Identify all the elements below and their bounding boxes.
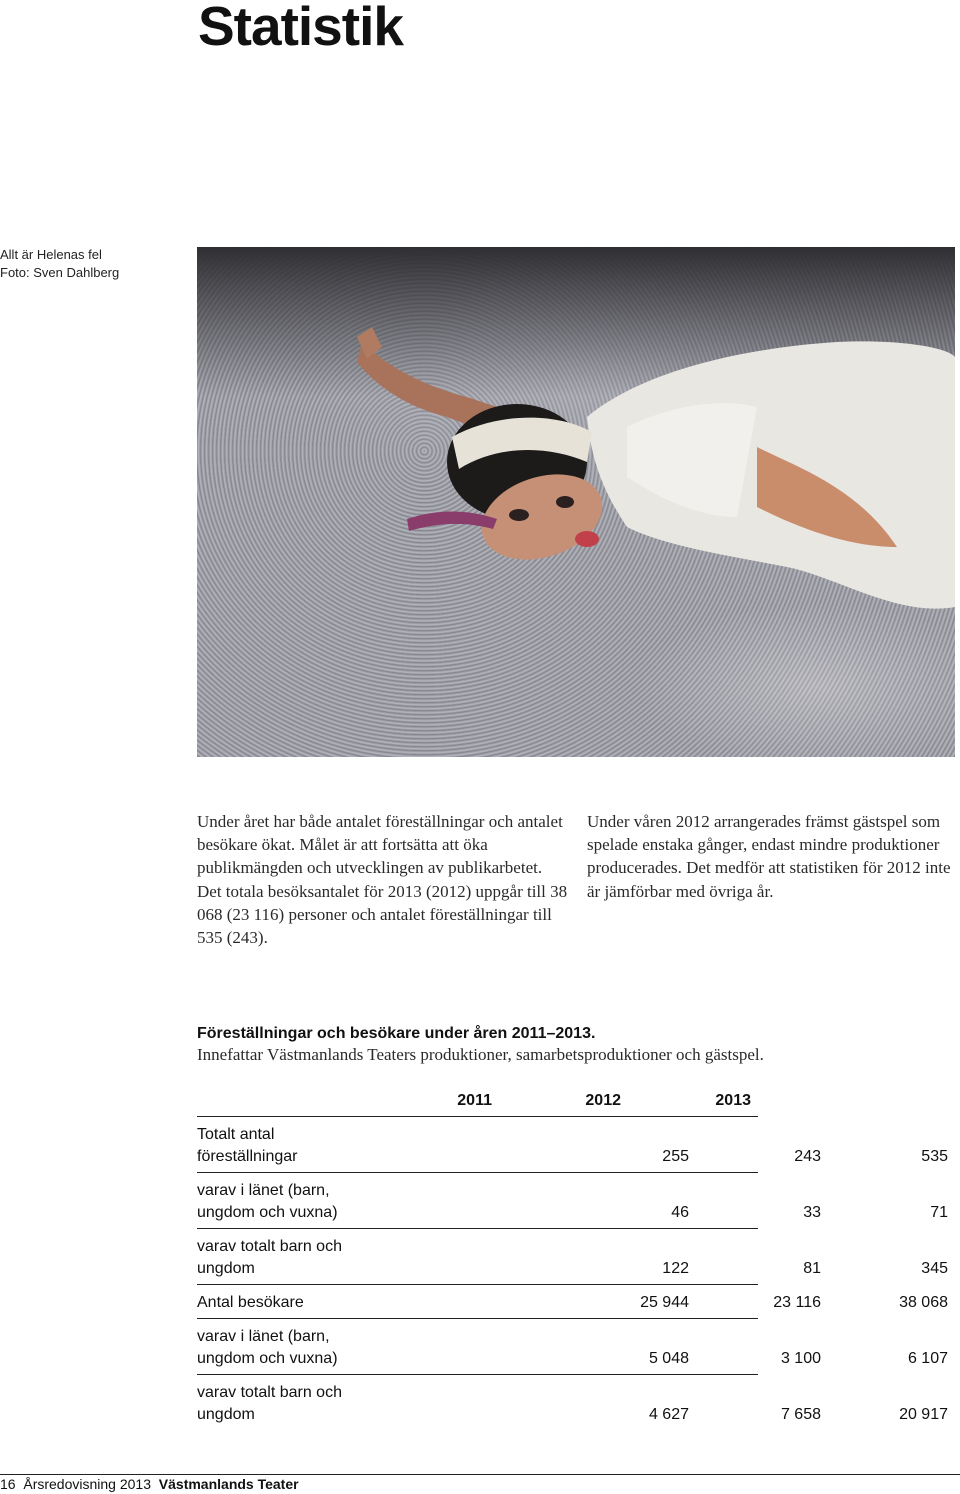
row-divider xyxy=(197,1374,758,1375)
value-2011: 25 944 xyxy=(640,1294,689,1311)
row-divider xyxy=(197,1228,758,1229)
value-2011: 46 xyxy=(671,1204,689,1221)
table-row xyxy=(197,1122,948,1168)
production-photo xyxy=(197,247,955,757)
value-2011: 122 xyxy=(662,1260,689,1277)
value-2013: 6 107 xyxy=(907,1350,948,1367)
value-2013: 20 917 xyxy=(899,1406,948,1423)
photo-caption xyxy=(0,246,119,282)
report-name: Årsredovisning 2013 xyxy=(23,1476,151,1492)
value-2013: 345 xyxy=(921,1260,948,1277)
table-row xyxy=(197,1290,948,1314)
value-2013: 535 xyxy=(921,1148,948,1165)
value-2012: 81 xyxy=(803,1260,821,1277)
row-label: Antal besökare xyxy=(197,1294,304,1311)
value-2012: 243 xyxy=(794,1148,821,1165)
page-footer xyxy=(0,1474,960,1492)
value-2011: 5 048 xyxy=(648,1350,689,1367)
value-2011: 4 627 xyxy=(648,1406,689,1423)
row-divider xyxy=(197,1284,758,1285)
row-label: varav totalt barn och ungdom xyxy=(197,1384,342,1423)
year-header-2011: 2011 xyxy=(457,1092,492,1109)
row-divider xyxy=(197,1318,758,1319)
row-divider xyxy=(197,1172,758,1173)
value-2011: 255 xyxy=(662,1148,689,1165)
table-row xyxy=(197,1324,948,1370)
note-paragraph: Under våren 2012 arrangerades främst gästspel som spelade enstaka gånger, endast mindre produktioner producerades. Det medför att statistiken för 2012 inte är jämförbar med övriga år. xyxy=(587,812,951,901)
row-label: varav i länet (barn, ungdom och vuxna) xyxy=(197,1328,338,1367)
caption-credit: Foto: Sven Dahlberg xyxy=(0,265,120,280)
performer-illustration xyxy=(197,247,955,757)
row-label: Totalt antal föreställningar xyxy=(197,1126,298,1165)
intro-paragraph: Under året har både antalet föreställningar och antalet besökare ökat. Målet är att fortsätta att öka publikmängden och utvecklingen av publikarbetet. Det totala besöksantalet för 2013 (2012) uppgår till 38 068 (23 116) personer och antalet föreställningar till 535 (243). xyxy=(197,812,568,948)
table-title: Föreställningar och besökare under åren 2011–2013. xyxy=(197,1025,596,1042)
value-2013: 38 068 xyxy=(899,1294,948,1311)
table-row xyxy=(197,1178,948,1224)
year-header-2012: 2012 xyxy=(585,1092,621,1109)
row-label: varav i länet (barn, ungdom och vuxna) xyxy=(197,1182,338,1221)
table-heading xyxy=(197,1024,767,1065)
table-header-rule xyxy=(197,1116,758,1117)
organization-name: Västmanlands Teater xyxy=(158,1476,299,1492)
caption-title: Allt är Helenas fel xyxy=(0,247,102,262)
table-subtitle: Innefattar Västmanlands Teaters produktioner, samarbetsproduktioner och gästspel. xyxy=(197,1045,764,1064)
year-header-2013: 2013 xyxy=(715,1092,751,1109)
table-row xyxy=(197,1234,948,1280)
value-2013: 71 xyxy=(930,1204,948,1221)
value-2012: 23 116 xyxy=(773,1294,821,1311)
value-2012: 7 658 xyxy=(780,1406,821,1423)
page-number: 16 xyxy=(0,1476,16,1492)
page-title: Statistik xyxy=(198,0,403,57)
value-2012: 33 xyxy=(803,1204,821,1221)
row-label: varav totalt barn och ungdom xyxy=(197,1238,342,1277)
value-2012: 3 100 xyxy=(780,1350,821,1367)
table-row xyxy=(197,1380,948,1426)
